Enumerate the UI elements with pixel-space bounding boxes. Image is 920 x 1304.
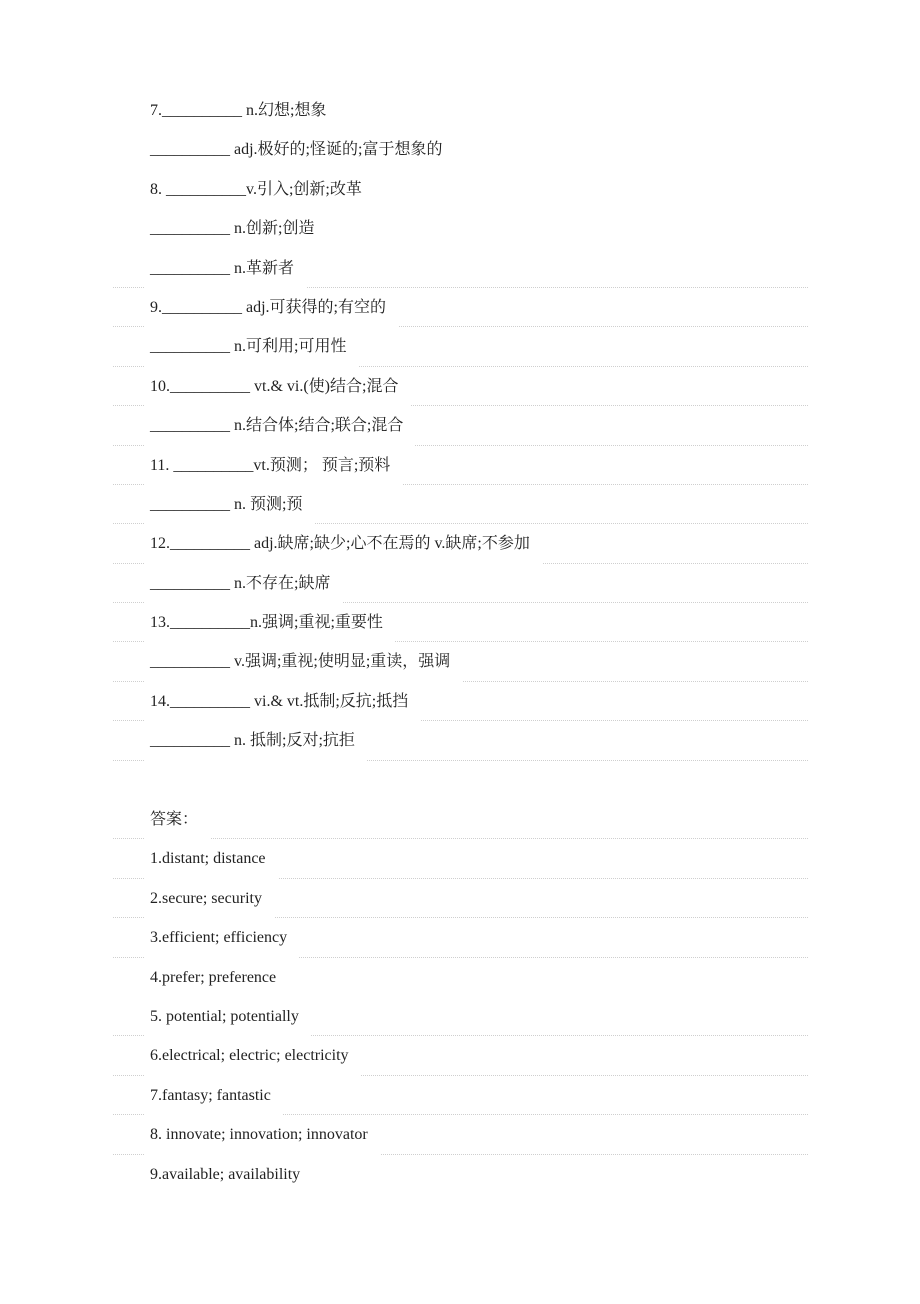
answer-text: 6.electrical; electric; electricity [145, 1036, 361, 1076]
exercise-text: 9.__________ adj.可获得的;有空的 [145, 288, 398, 328]
exercise-text: 11. __________vt.预测； 预言;预料 [145, 446, 402, 486]
answer-text: 8. innovate; innovation; innovator [145, 1115, 380, 1155]
exercise-line [113, 130, 808, 169]
exercise-line [113, 406, 808, 445]
exercise-line [113, 603, 808, 642]
answers-heading [113, 800, 808, 839]
answer-line [113, 1076, 808, 1115]
exercise-text: 10.__________ vt.& vi.(使)结合;混合 [145, 367, 410, 407]
answer-text: 2.secure; security [145, 879, 274, 919]
exercise-line [113, 170, 808, 209]
exercise-line [113, 327, 808, 366]
exercise-text: 12.__________ adj.缺席;缺少;心不在焉的 v.缺席;不参加 [145, 524, 542, 564]
exercise-line [113, 288, 808, 327]
exercise-text: 8. __________v.引入;创新;改革 [145, 170, 374, 210]
exercise-text: 13.__________n.强调;重视;重要性 [145, 603, 395, 643]
answer-line [113, 918, 808, 957]
exercise-line [113, 524, 808, 563]
answer-text: 4.prefer; preference [145, 958, 288, 998]
answer-text: 5. potential; potentially [145, 997, 311, 1037]
exercise-text: __________ n.不存在;缺席 [145, 564, 342, 604]
answer-line [113, 1036, 808, 1075]
answer-text: 9.available; availability [145, 1155, 312, 1195]
exercise-line [113, 367, 808, 406]
answer-line [113, 958, 808, 997]
exercise-line [113, 682, 808, 721]
exercise-text: __________ n.创新;创造 [145, 209, 326, 249]
answer-text: 7.fantasy; fantastic [145, 1076, 283, 1116]
answer-line [113, 1155, 808, 1194]
answers-heading-text: 答案： [145, 800, 210, 840]
vocabulary-exercise [113, 91, 808, 761]
answer-line [113, 997, 808, 1036]
answer-line [113, 879, 808, 918]
answer-section [113, 800, 808, 1194]
exercise-text: __________ n.可利用;可用性 [145, 327, 358, 367]
answer-text: 3.efficient; efficiency [145, 918, 299, 958]
exercise-text: 14.__________ vi.& vt.抵制;反抗;抵挡 [145, 682, 420, 722]
exercise-line [113, 446, 808, 485]
exercise-text: __________ n.革新者 [145, 249, 306, 289]
answer-text: 1.distant; distance [145, 839, 278, 879]
exercise-text: __________ n.结合体;结合;联合;混合 [145, 406, 415, 446]
exercise-line [113, 485, 808, 524]
exercise-text: __________ n. 抵制;反对;抗拒 [145, 721, 367, 761]
exercise-line [113, 209, 808, 248]
answer-line [113, 839, 808, 878]
answer-line [113, 1115, 808, 1154]
exercise-line [113, 721, 808, 760]
exercise-text: 7.__________ n.幻想;想象 [145, 91, 338, 131]
exercise-text: __________ v.强调;重视;使明显;重读，强调 [145, 642, 462, 682]
exercise-line [113, 564, 808, 603]
exercise-text: __________ n. 预测;预 [145, 485, 314, 525]
exercise-line [113, 249, 808, 288]
exercise-line [113, 91, 808, 130]
exercise-line [113, 642, 808, 681]
exercise-text: __________ adj.极好的;怪诞的;富于想象的 [145, 130, 454, 170]
